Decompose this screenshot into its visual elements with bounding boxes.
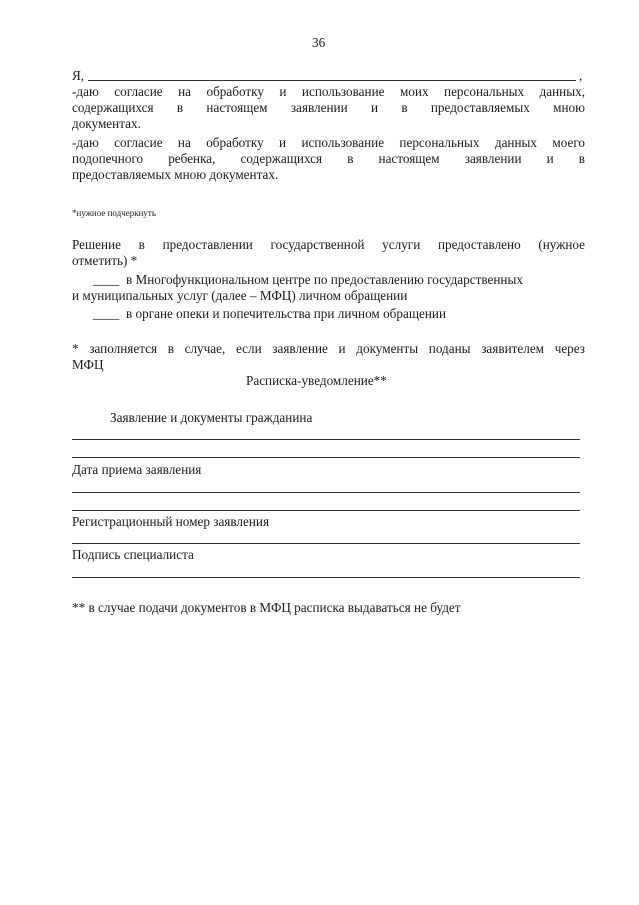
name-underline [88,80,576,81]
consent-item1-line1: -даю согласие на обработку и использование моих персональных данных, [72,84,585,99]
consent-item1-line2: содержащихся в настоящем заявлении и в предоставляемых мною [72,100,585,115]
note-line1: * заполняется в случае, если заявление и документы поданы заявителем через [72,341,585,356]
date-line-2 [72,510,580,511]
reg-number-line [72,543,580,544]
consent-item2-line2: подопечного ребенка, содержащихся в настоящем заявлении и в [72,151,585,166]
receipt-title: Расписка-уведомление** [246,373,387,388]
date-line-1 [72,492,580,493]
date-label: Дата приема заявления [72,462,202,477]
note-line2: МФЦ [72,357,104,372]
ya-comma: , [579,68,583,83]
decision-line2: отметить) * [72,253,138,268]
option2-text: в органе опеки и попечительства при личном обращении [126,306,447,321]
option2-blank: ____ [93,306,120,321]
decision-line1: Решение в предоставлении государственной услуги предоставлено (нужное [72,237,585,252]
underline-footnote: *нужное подчеркнуть [72,208,156,218]
reg-number-label: Регистрационный номер заявления [72,514,270,529]
signature-label: Подпись специалиста [72,547,194,562]
option1-line1: в Многофункциональном центре по предоставлению государственных [126,272,523,287]
option1-blank: ____ [93,272,120,287]
consent-item2-line1: -даю согласие на обработку и использование персональных данных моего [72,135,585,150]
signature-line [72,577,580,578]
documents-line-1 [72,439,580,440]
ya-label: Я, [72,68,85,83]
option1-line2: и муниципальных услуг (далее – МФЦ) личном обращении [72,288,408,303]
documents-line-2 [72,457,580,458]
documents-label: Заявление и документы гражданина [110,410,313,425]
consent-item1-line3: документах. [72,116,141,131]
consent-item2-line3: предоставляемых мною документах. [72,167,279,182]
page-number: 36 [312,35,326,50]
receipt-footnote: ** в случае подачи документов в МФЦ расписка выдаваться не будет [72,600,461,615]
